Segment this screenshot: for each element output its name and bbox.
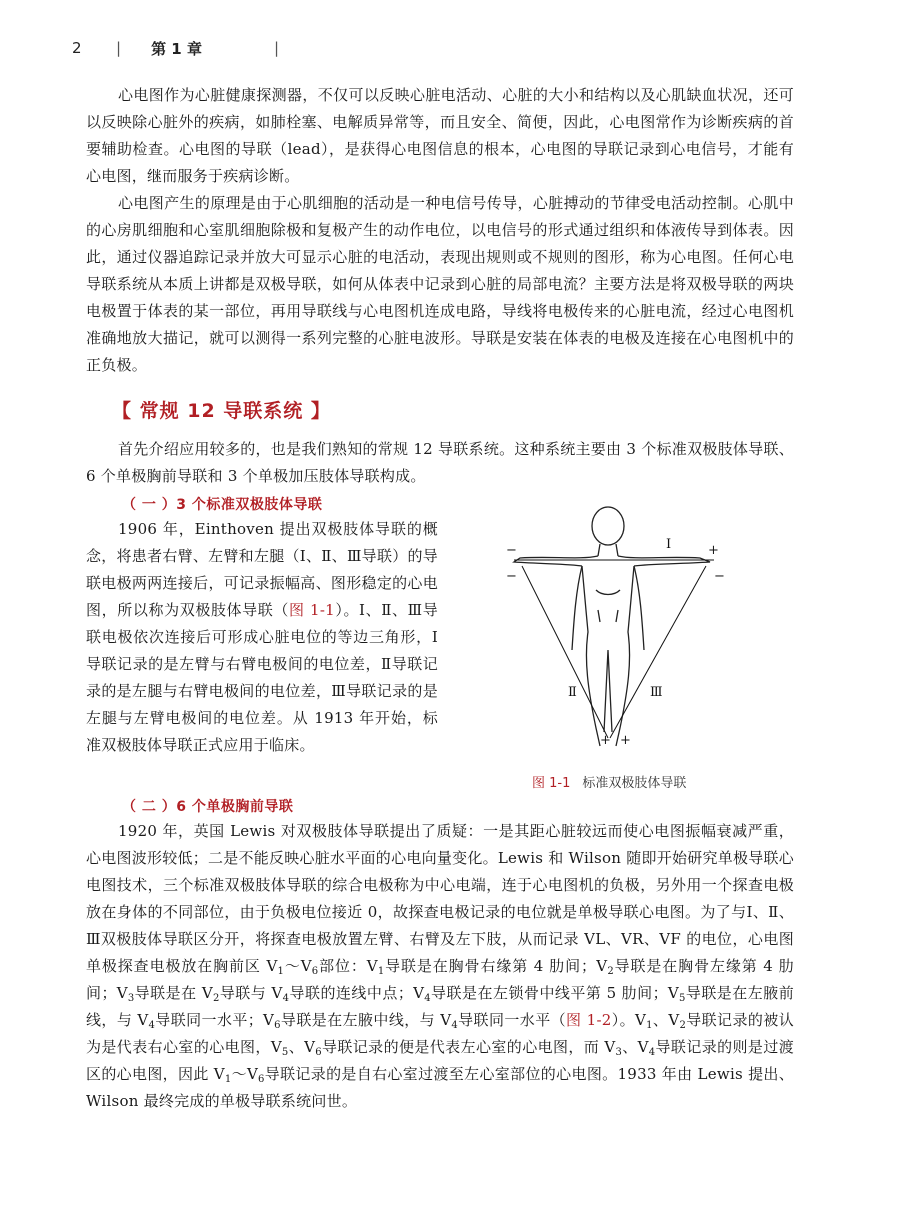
page-number: 2 xyxy=(72,39,82,57)
intro-paragraph-1: 心电图作为心脏健康探测器，不仅可以反映心脏电活动、心脏的大小和结构以及心肌缺血状况，还可以反映除心脏外的疾病，如肺栓塞、电解质异常等，而且安全、简便，因此，心电图常作为诊断疾病的首要辅助检查。心电图的导联（lead），是获得心电图信息的根本，心电图的导联记录到心电信号，才能有心电图，继而服务于疾病诊断。 xyxy=(86,86,794,185)
body-outline xyxy=(514,507,710,746)
subsection-2-paragraph: 1920 年，英国 Lewis 对双极肢体导联提出了质疑：一是其距心脏较远而使心电图振幅衰减严重，心电图波形较低；二是不能反映心脏水平面的心电向量变化。Lewis 和 Wilson 随即开始研究单极导联心电图技术，三个标准双极肢体导联的综合电极称为中心电端，连于心电图机的负极，另外用一个探查电极放在身体的不同部位，由于负极电位接近 0，故探查电极记录的电位就是单极导联心电图。为了与Ⅰ、Ⅱ、Ⅲ双极肢体导联区分开，将探查电极放置左臂、右臂及左下肢，从而记录 VL、VR、VF 的电位，心电图单极探查电极放在胸前区 $V_1\sim V_6$部位：$V_1$导联是在胸骨右缘第 4 肋间；$V_2$导联是在胸骨左缘第 4 肋间；$V_3$导联是在 $V_2$导联与 $V_4$导联的连线中点；$V_4$导联是在左锁骨中线平第 5 肋间；$V_5$导联是在左腋前线，与 $V_4$导联同一水平；$V_6$导联是在左腋中线，与 $V_4$导联同一水平（图 1-2）。$V_1$、$V_2$导联记录的被认为是代表右心室的心电图，$V_5$、$V_6$导联记录的便是代表左心室的心电图，而 $V_3$、$V_4$导联记录的则是过渡区的心电图，因此 $V_1\sim V_6$导联记录的是自右心室过渡至左心室部位的心电图。1933 年由 Lewis 提出、Wilson 最终完成的单极导联系统问世。 xyxy=(86,822,794,1110)
plus-sign: + xyxy=(600,733,611,748)
lead-label-iii: Ⅲ xyxy=(650,685,663,700)
figure-reference[interactable]: 图 1-1 xyxy=(289,601,335,619)
lead-triangle xyxy=(514,560,714,738)
minus-sign: − xyxy=(506,569,517,584)
running-header xyxy=(72,36,279,60)
header-separator: | xyxy=(116,39,122,57)
plus-sign: + xyxy=(620,733,631,748)
lead-label-ii: Ⅱ xyxy=(568,685,577,700)
subsection-title-2: （ 二 ）6 个单极胸前导联 xyxy=(122,799,294,815)
einthoven-triangle-figure xyxy=(500,500,750,760)
minus-sign: − xyxy=(714,569,725,584)
para-text: ）。Ⅰ、Ⅱ、Ⅲ导联电极依次连接后可形成心脏电位的等边三角形，Ⅰ导联记录的是左臂与右臂电极间的电位差，Ⅱ导联记录的是左腿与右臂电极间的电位差，Ⅲ导联记录的是左腿与左臂电极间的电位差。从 1913 年开始，标准双极肢体导联正式应用于临床。 xyxy=(86,601,438,754)
figure-caption xyxy=(532,772,686,791)
figure-reference[interactable]: 图 1-2 xyxy=(566,1011,612,1029)
subsection-title-1: （ 一 ）3 个标准双极肢体导联 xyxy=(122,497,323,513)
figure-label: 图 1-1 xyxy=(532,776,571,791)
header-separator: | xyxy=(273,39,280,57)
section-title: 【 常规 12 导联系统 】 xyxy=(112,400,331,422)
figure-caption-text: 标准双极肢体导联 xyxy=(582,776,687,791)
intro-paragraph-2: 心电图产生的原理是由于心肌细胞的活动是一种电信号传导，心脏搏动的节律受电活动控制。心肌中的心房肌细胞和心室肌细胞除极和复极产生的动作电位，以电信号的形式通过组织和体液传导到体表。因此，通过仪器追踪记录并放大可显示心脏的电活动，表现出规则或不规则的图形，称为心电图。任何心电导联系统从本质上讲都是双极导联，如何从体表中记录到心脏的局部电流？主要方法是将双极导联的两块电极置于体表的某一部位，再用导联线与心电图机连成电路，导线将电极传来的心脏电流，经过心电图机准确地放大描记，就可以测得一系列完整的心脏电波形。导联是安装在体表的电极及连接在心电图机中的正负极。 xyxy=(86,194,794,374)
chapter-label: 第 1 章 xyxy=(151,39,202,58)
lead-label-i: Ⅰ xyxy=(666,537,672,552)
minus-sign: − xyxy=(506,543,517,558)
plus-sign: + xyxy=(708,543,719,558)
subsection-1-paragraph xyxy=(86,516,438,759)
section-intro: 首先介绍应用较多的，也是我们熟知的常规 12 导联系统。这种系统主要由 3 个标准双极肢体导联、6 个单极胸前导联和 3 个单极加压肢体导联构成。 xyxy=(86,440,794,485)
para-text: 1906 年，Einthoven 提出双极肢体导联的概念，将患者右臂、左臂和左腿（Ⅰ、Ⅱ、Ⅲ导联）的导联电极两两连接后，可记录振幅高、图形稳定的心电图，所以称为双极肢体导联（ xyxy=(86,520,438,619)
